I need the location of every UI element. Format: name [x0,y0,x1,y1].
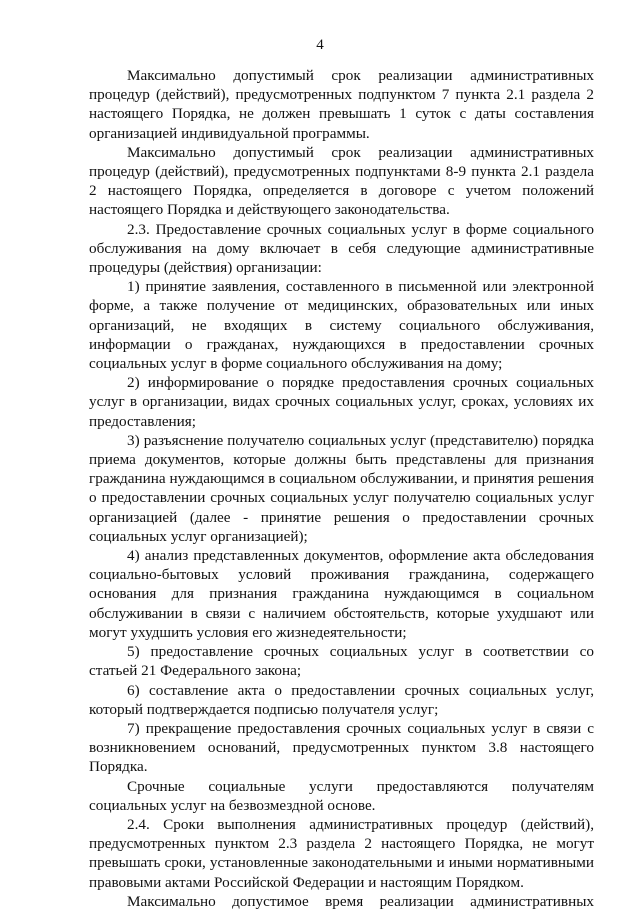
paragraph: 5) предоставление срочных социальных услуг в соответствии со статьей 21 Федерального закона; [89,643,594,680]
page-number: 4 [316,37,324,53]
paragraph: 6) составление акта о предоставлении срочных социальных услуг, который подтверждается подписью получателя услуг; [89,681,594,718]
paragraph: 7) прекращение предоставления срочных социальных услуг в связи с возникновением оснований, предусмотренных пунктом 3.8 настоящего Порядка. [89,719,594,776]
paragraph: 1) принятие заявления, составленного в письменной или электронной форме, а также получение от медицинских, образовательных или иных организаций, не входящих в систему социального обслуживания, информации о гражданах, нуждающихся в предоставлении срочных социальных услуг в форме социального обслуживания на дому; [89,278,594,373]
paragraph-continued: Максимально допустимое время реализации административных [127,892,594,910]
paragraph: 2.4. Сроки выполнения административных процедур (действий), предусмотренных пунктом 2.3 раздела 2 настоящего Порядка, не могут превышать сроки, установленные законодательными и иными нормативными правовыми актами Российской Федерации и настоящим Порядком. [89,815,594,891]
paragraph: Максимально допустимый срок реализации административных процедур (действий), предусмотренных подпунктами 8-9 пункта 2.1 раздела 2 настоящего Порядка, определяется в договоре с учетом положений настоящего Порядка и действующего законодательства. [89,143,594,219]
paragraph: Максимально допустимый срок реализации административных процедур (действий), предусмотренных подпунктом 7 пункта 2.1 раздела 2 настоящего Порядка, не должен превышать 1 суток с даты составления организацией индивидуальной программы. [89,67,594,142]
paragraph: Срочные социальные услуги предоставляются получателям социальных услуг на безвозмездной основе. [89,777,594,814]
paragraph: 2.3. Предоставление срочных социальных услуг в форме социального обслуживания на дому включает в себя следующие административные процедуры (действия) организации: [89,220,594,277]
paragraph: 3) разъяснение получателю социальных услуг (представителю) порядка приема документов, которые должны быть представлены для признания гражданина нуждающимся в социальном обслуживании, и принятия решения о предоставлении срочных социальных услуг получателю социальных услуг организацией (далее - принятие решения о предоставлении срочных социальных услуг организацией); [89,431,594,545]
paragraph: 4) анализ представленных документов, оформление акта обследования социально-бытовых условий проживания гражданина, содержащего основания для признания гражданина нуждающимся в социальном обслуживании в связи с наличием обстоятельств, которые ухудшают или могут ухудшить условия его жизнедеятельности; [89,547,594,641]
document-body [89,66,594,911]
paragraph: 2) информирование о порядке предоставления срочных социальных услуг в организации, видах срочных социальных услуг, сроках, условиях их предоставления; [89,374,594,430]
